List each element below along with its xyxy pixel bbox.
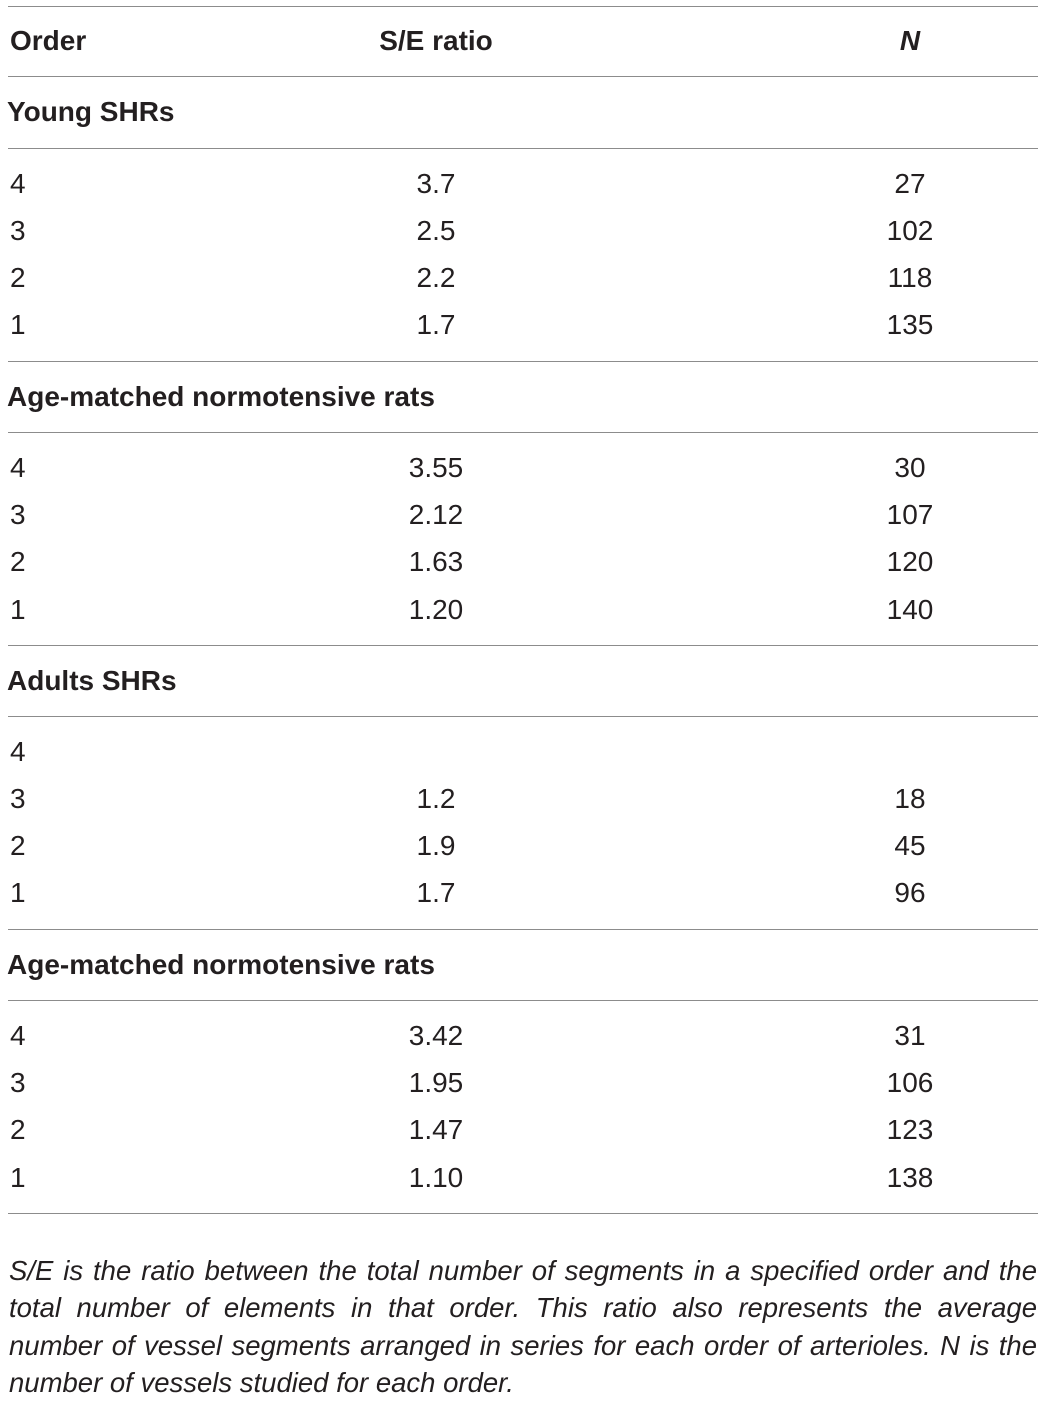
row-se-ratio: 1.7 <box>416 309 456 340</box>
header-order: Order <box>10 25 87 56</box>
section-end-rule <box>8 361 1038 362</box>
row-n: 138 <box>886 1162 934 1193</box>
row-se-ratio: 2.12 <box>408 499 464 530</box>
section-end-rule <box>8 929 1038 930</box>
header-rule <box>8 76 1038 77</box>
row-order: 3 <box>10 499 26 530</box>
row-se-ratio: 1.63 <box>408 546 464 577</box>
section-rule <box>8 716 1038 717</box>
section-title: Age-matched normotensive rats <box>7 381 435 412</box>
row-n: 102 <box>886 215 934 246</box>
table-bottom-rule <box>8 1213 1038 1214</box>
section-rule <box>8 148 1038 149</box>
row-n: 107 <box>886 499 934 530</box>
section-rule <box>8 432 1038 433</box>
section-title: Age-matched normotensive rats <box>7 949 435 980</box>
table-footnote: S/E is the ratio between the total number of segments in a specified order and the total number of elements in that order. This ratio also represents the average number of vessel segments arranged in series for each order of arterioles. N is the number of vessels studied for each order. <box>9 1254 1037 1398</box>
row-se-ratio: 1.2 <box>416 783 456 814</box>
row-order: 3 <box>10 783 26 814</box>
row-order: 2 <box>10 1114 26 1145</box>
row-n: 123 <box>886 1114 934 1145</box>
row-order: 3 <box>10 1067 26 1098</box>
row-n: 106 <box>886 1067 934 1098</box>
row-se-ratio: 2.2 <box>416 262 456 293</box>
row-se-ratio: 3.7 <box>416 168 456 199</box>
row-order: 2 <box>10 546 26 577</box>
row-order: 4 <box>10 452 26 483</box>
row-n: 30 <box>894 452 926 483</box>
row-order: 4 <box>10 736 26 767</box>
row-order: 1 <box>10 1162 26 1193</box>
row-n: 140 <box>886 594 934 625</box>
section-title: Adults SHRs <box>7 665 177 696</box>
row-se-ratio: 2.5 <box>416 215 456 246</box>
section-title: Young SHRs <box>7 96 175 127</box>
row-order: 3 <box>10 215 26 246</box>
row-se-ratio: 1.9 <box>416 830 456 861</box>
row-order: 4 <box>10 1020 26 1051</box>
row-order: 1 <box>10 309 26 340</box>
row-n: 45 <box>894 830 926 861</box>
row-order: 2 <box>10 262 26 293</box>
row-se-ratio: 1.47 <box>408 1114 464 1145</box>
section-rule <box>8 1000 1038 1001</box>
row-n: 31 <box>894 1020 926 1051</box>
row-n: 120 <box>886 546 934 577</box>
header-se-ratio: S/E ratio <box>379 25 493 56</box>
row-n: 96 <box>894 877 926 908</box>
row-n: 27 <box>894 168 926 199</box>
row-se-ratio: 1.20 <box>408 594 464 625</box>
row-n: 135 <box>886 309 934 340</box>
row-se-ratio: 1.10 <box>408 1162 464 1193</box>
row-se-ratio: 3.42 <box>408 1020 464 1051</box>
row-se-ratio: 1.95 <box>408 1067 464 1098</box>
section-end-rule <box>8 645 1038 646</box>
row-n: 18 <box>894 783 926 814</box>
row-se-ratio: 3.55 <box>408 452 464 483</box>
row-order: 1 <box>10 877 26 908</box>
row-n: 118 <box>887 262 933 293</box>
table-top-rule <box>8 6 1038 7</box>
row-se-ratio: 1.7 <box>416 877 456 908</box>
row-order: 2 <box>10 830 26 861</box>
header-n: N <box>899 25 921 56</box>
row-order: 1 <box>10 594 26 625</box>
row-order: 4 <box>10 168 26 199</box>
